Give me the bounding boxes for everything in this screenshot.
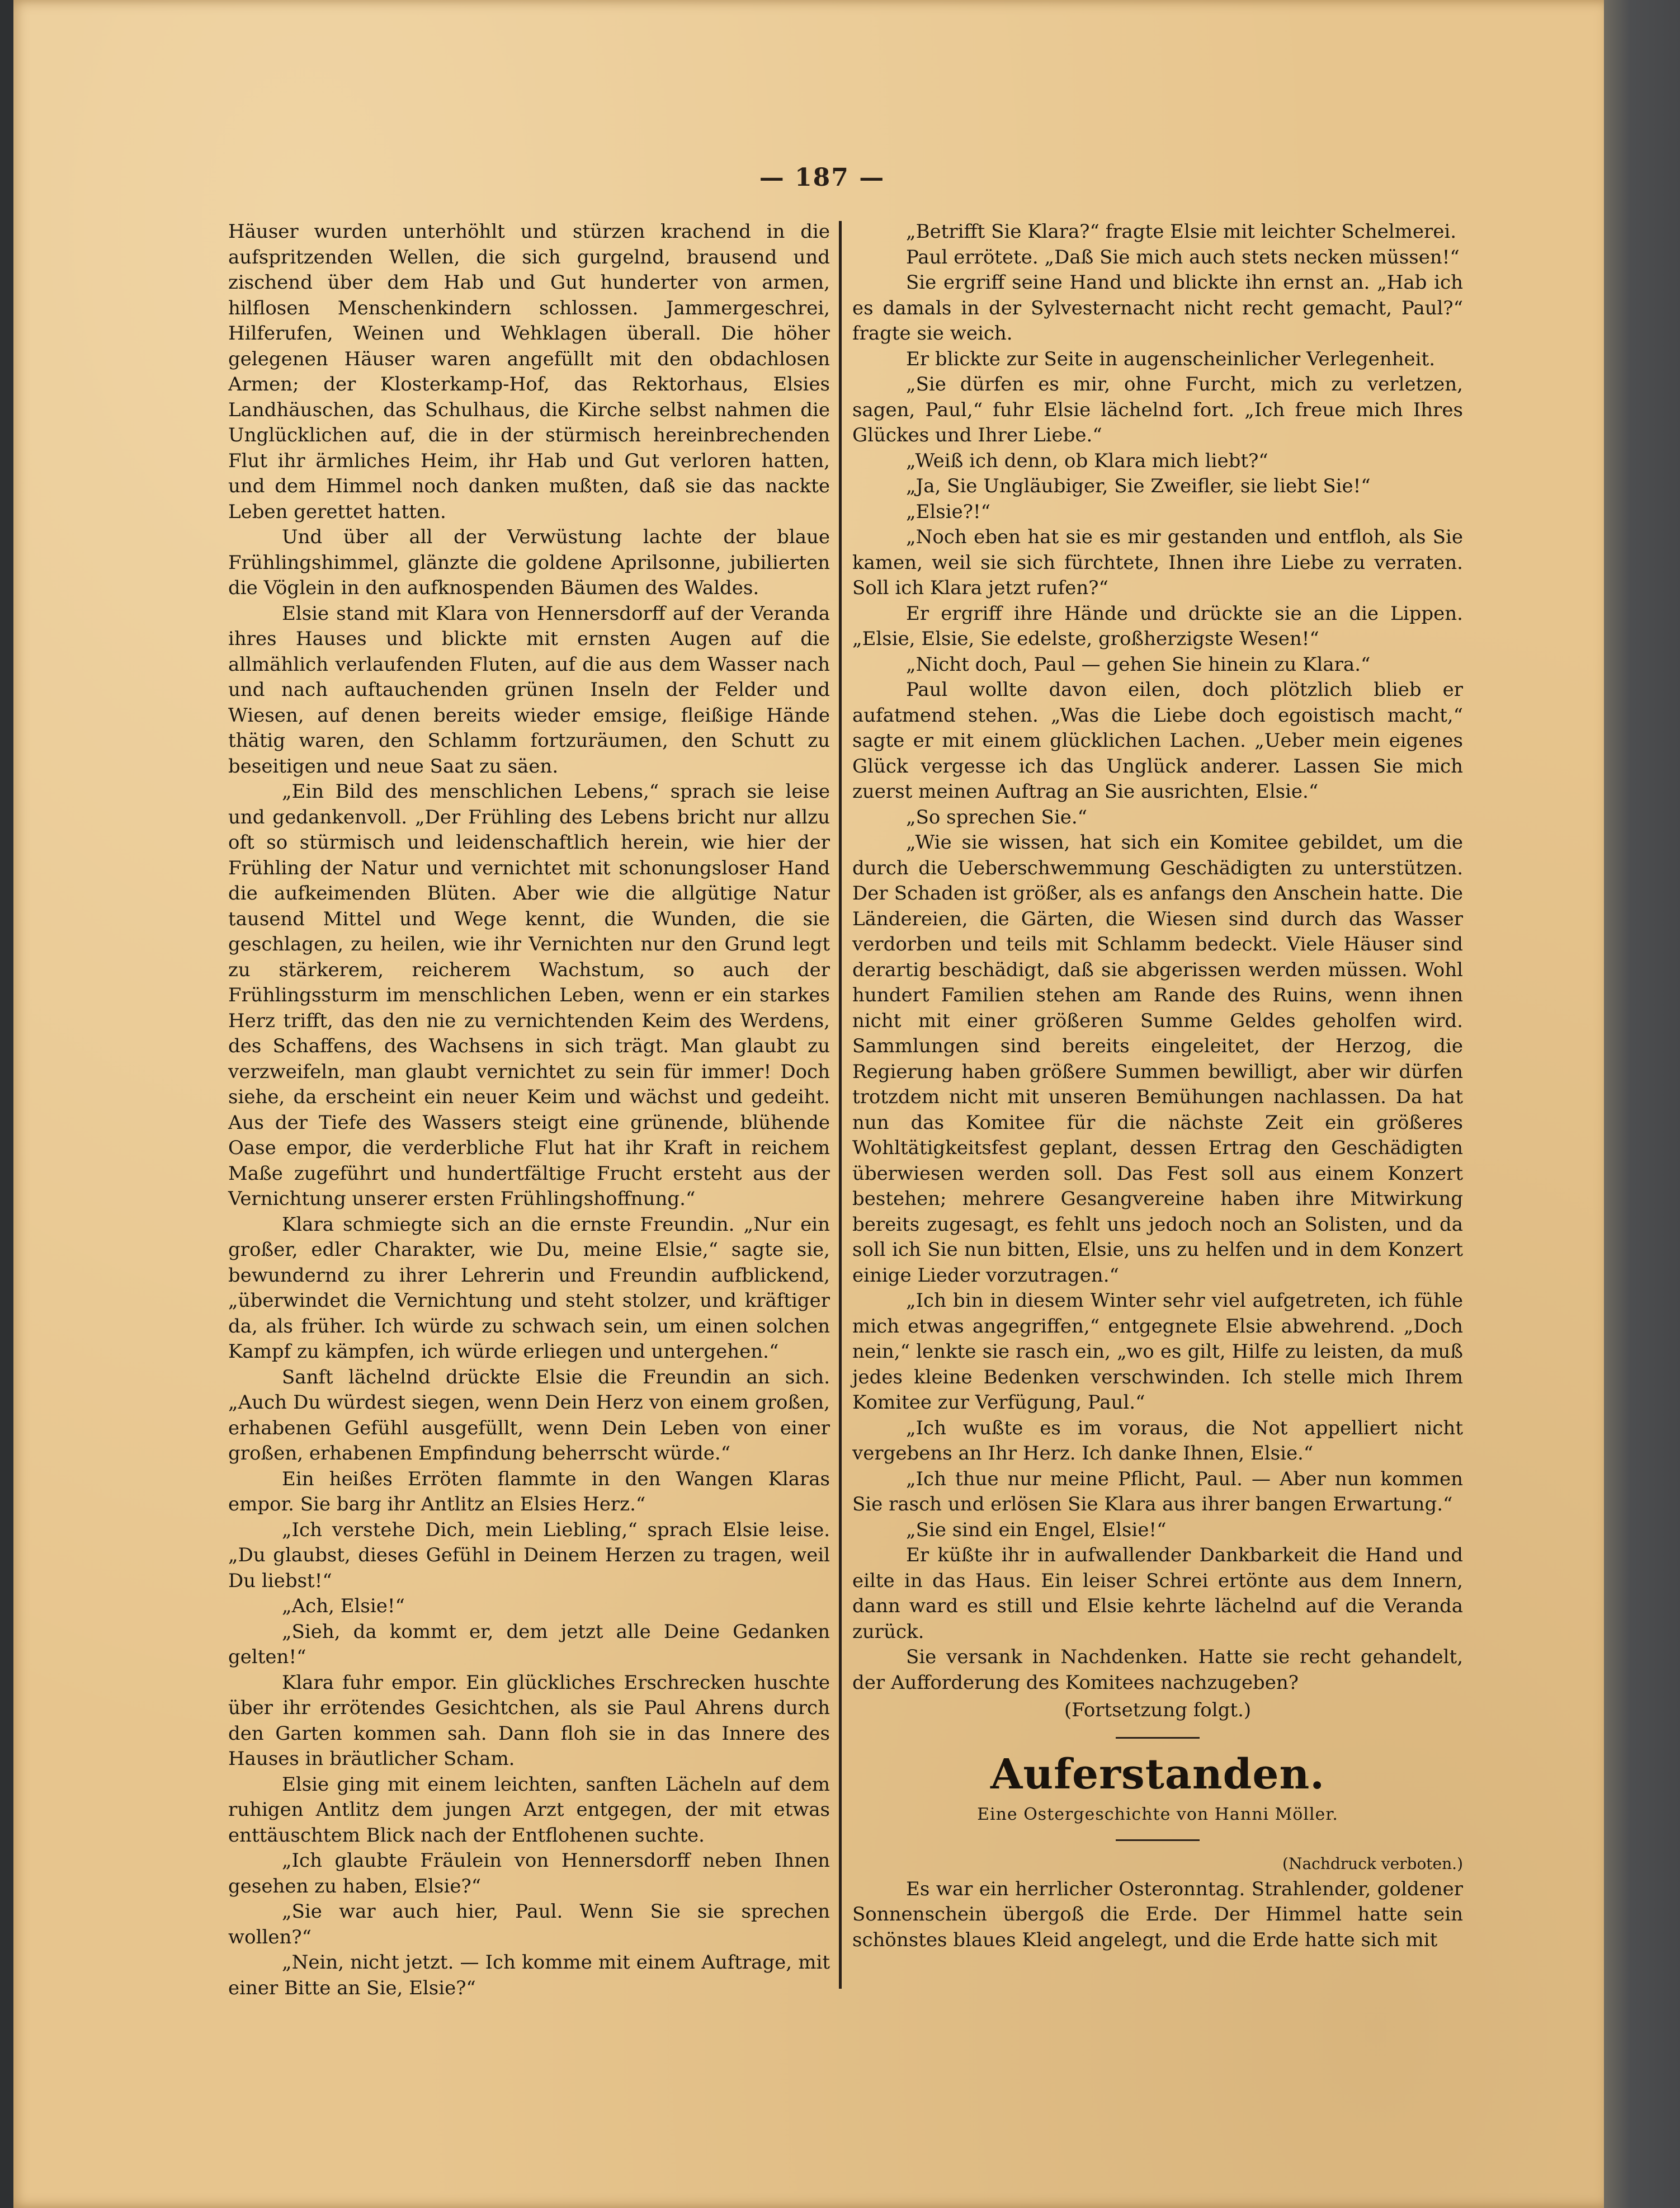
paragraph: Sie ergriff seine Hand und blickte ihn ernst an. „Hab ich es damals in der Sylvesternacht nicht recht gemacht, Paul?“ fragte sie weich. [852, 271, 1463, 345]
paragraph: Paul wollte davon eilen, doch plötzlich blieb er aufatmend stehen. „Was die Liebe doch egoistisch macht,“ sagte er mit einem glücklichen Lachen. „Ueber mein eigenes Glück vergesse ich das Unglück anderer. Lassen Sie mich zuerst meinen Auftrag an Sie ausrichten, Elsie.“ [852, 679, 1463, 803]
story-paragraph: Es war ein herrlicher Osteronntag. Strahlender, goldener Sonnenschein übergoß die Erde. Der Himmel hatte sein schönstes blaues Kleid angelegt, und die Erde hatte sich mit [852, 1877, 1463, 1951]
left-text-column [228, 219, 830, 2001]
paragraph: Er blickte zur Seite in augenscheinlicher Verlegenheit. [906, 347, 1436, 370]
paragraph: „Noch eben hat sie es mir gestanden und entfloh, als Sie kamen, weil sie sich fürchtete, Ihnen ihre Liebe zu verraten. Soll ich Klara jetzt rufen?“ [852, 526, 1463, 599]
paragraph: „Sieh, da kommt er, dem jetzt alle Deine Gedanken gelten!“ [228, 1620, 830, 1668]
continuation-note: (Fortsetzung folgt.) [1064, 1699, 1252, 1721]
paragraph: Sie versank in Nachdenken. Hatte sie recht gehandelt, der Aufforderung des Komitees nachzugeben? [852, 1646, 1463, 1694]
paragraph: „Elsie?!“ [906, 500, 991, 523]
paragraph: „So sprechen Sie.“ [906, 806, 1088, 828]
paragraph: „Ich thue nur meine Pflicht, Paul. — Aber nun kommen Sie rasch und erlösen Sie Klara aus ihrer bangen Erwartung.“ [852, 1467, 1463, 1515]
paragraph: „Sie sind ein Engel, Elsie!“ [906, 1518, 1167, 1541]
paragraph: Ein heißes Erröten flammte in den Wangen Klaras empor. Sie barg ihr Antlitz an Elsies Herz.“ [228, 1467, 830, 1515]
reprint-notice: (Nachdruck verboten.) [1282, 1854, 1463, 1873]
paragraph: Sanft lächelnd drückte Elsie die Freundin an sich. „Auch Du würdest siegen, wenn Dein Herz von einem großen, erhabenen Gefühl ausgefüllt, wenn Dein Leben von einer großen, erhabenen Empfindung beherrscht würde.“ [228, 1366, 830, 1465]
paragraph: „Ach, Elsie!“ [282, 1595, 405, 1617]
paragraph: Elsie stand mit Klara von Hennersdorff auf der Veranda ihres Hauses und blickte mit ernsten Augen auf die allmählich verlaufenden Fluten, auf die aus dem Wasser nach und nach auftauchenden grünen Inseln der Felder und Wiesen, auf denen bereits wieder emsige, fleißige Hände thätig waren, den Schlamm fortzuräumen, den Schutt zu beseitigen und neue Saat zu säen. [228, 602, 830, 778]
section-divider [1116, 1737, 1200, 1739]
paragraph: „Weiß ich denn, ob Klara mich liebt?“ [906, 449, 1268, 472]
paragraph: Er ergriff ihre Hände und drückte sie an die Lippen. „Elsie, Elsie, Sie edelste, großherzigste Wesen!“ [852, 602, 1463, 650]
paragraph: „Nicht doch, Paul — gehen Sie hinein zu Klara.“ [906, 653, 1371, 676]
paragraph: „Sie war auch hier, Paul. Wenn Sie sie sprechen wollen?“ [228, 1900, 830, 1948]
paragraph: „Ich bin in diesem Winter sehr viel aufgetreten, ich fühle mich etwas angegriffen,“ entgegnete Elsie abwehrend. „Doch nein,“ lenkte sie rasch ein, „wo es gilt, Hilfe zu leisten, da muß jedes kleine Bedenken verschwinden. Ich stelle mich Ihrem Komitee zur Verfügung, Paul.“ [852, 1289, 1463, 1414]
paragraph: „Ich wußte es im voraus, die Not appelliert nicht vergebens an Ihr Herz. Ich danke Ihnen, Elsie.“ [852, 1416, 1463, 1465]
story-title: Auferstanden. [990, 1750, 1325, 1799]
paragraph: Paul errötete. „Daß Sie mich auch stets necken müssen!“ [906, 246, 1460, 269]
paragraph: „Sie dürfen es mir, ohne Furcht, mich zu verletzen, sagen, Paul,“ fuhr Elsie lächelnd fort. „Ich freue mich Ihres Glückes und Ihrer Liebe.“ [852, 373, 1463, 446]
title-divider [1116, 1839, 1200, 1841]
paragraph: Klara fuhr empor. Ein glückliches Erschrecken huschte über ihr errötendes Gesichtchen, als sie Paul Ahrens durch den Garten kommen sah. Dann floh sie in das Innere des Hauses in bräutlicher Scham. [228, 1671, 830, 1770]
paragraph: „Ja, Sie Ungläubiger, Sie Zweifler, sie liebt Sie!“ [906, 475, 1371, 497]
story-subtitle: Eine Ostergeschichte von Hanni Möller. [977, 1804, 1338, 1824]
column-divider [839, 221, 842, 1989]
paragraph: Und über all der Verwüstung lachte der blaue Frühlingshimmel, glänzte die goldene Aprilsonne, jubilierten die Vöglein in den aufknospenden Bäumen des Waldes. [228, 526, 830, 599]
paragraph: Er küßte ihr in aufwallender Dankbarkeit die Hand und eilte in das Haus. Ein leiser Schrei ertönte aus dem Innern, dann ward es still und Elsie kehrte lächelnd auf die Veranda zurück. [852, 1544, 1463, 1643]
scan-background-right [1604, 0, 1680, 2208]
paragraph: „Ich verstehe Dich, mein Liebling,“ sprach Elsie leise. „Du glaubst, dieses Gefühl in Deinem Herzen zu tragen, weil Du liebst!“ [228, 1518, 830, 1592]
paragraph: „Nein, nicht jetzt. — Ich komme mit einem Auftrage, mit einer Bitte an Sie, Elsie?“ [228, 1951, 830, 1999]
paragraph: Elsie ging mit einem leichten, sanften Lächeln auf dem ruhigen Antlitz dem jungen Arzt entgegen, der mit etwas enttäuschtem Blick nach der Entflohenen suchte. [228, 1773, 830, 1847]
page-number: — 187 — [759, 163, 885, 192]
paragraph: Häuser wurden unterhöhlt und stürzen krachend in die aufspritzenden Wellen, die sich gurgelnd, brausend und zischend über dem Hab und Gut hunderter von armen, hilflosen Menschenkindern schlossen. Jammergeschrei, Hilferufen, Weinen und Wehklagen überall. Die höher gelegenen Häuser waren angefüllt mit den obdachlosen Armen; der Klosterkamp-Hof, das Rektorhaus, Elsies Landhäuschen, das Schulhaus, die Kirche selbst nahmen die Unglücklichen auf, die in der stürmisch hereinbrechenden Flut ihr ärmliches Heim, ihr Hab und Gut verloren hatten, und dem Himmel noch danken mußten, daß sie das nackte Leben gerettet hatten. [228, 220, 830, 523]
paragraph: Klara schmiegte sich an die ernste Freundin. „Nur ein großer, edler Charakter, wie Du, meine Elsie,“ sagte sie, bewundernd zu ihrer Lehrerin und Freundin aufblickend, „überwindet die Vernichtung und steht stolzer, und kräftiger da, als früher. Ich würde zu schwach sein, um einen solchen Kampf zu kämpfen, ich würde erliegen und untergehen.“ [228, 1213, 830, 1363]
paragraph: „Betrifft Sie Klara?“ fragte Elsie mit leichter Schelmerei. [906, 220, 1457, 243]
right-text-column [852, 219, 1463, 1953]
paragraph: „Wie sie wissen, hat sich ein Komitee gebildet, um die durch die Ueberschwemmung Geschädigten zu unterstützen. Der Schaden ist größer, als es anfangs den Anschein hatte. Die Ländereien, die Gärten, die Wiesen sind durch das Wasser verdorben und teils mit Schlamm bedeckt. Viele Häuser sind derartig beschädigt, daß sie abgerissen werden müssen. Wohl hundert Familien stehen am Rande des Ruins, wenn ihnen nicht mit einer größeren Summe Geldes geholfen wird. Sammlungen sind bereits eingeleitet, der Herzog, die Regierung haben größere Summen bewilligt, aber wir dürfen trotzdem nicht mit unseren Bemühungen nachlassen. Da hat nun das Komitee für die nächste Zeit ein größeres Wohltätigkeitsfest geplant, dessen Ertrag den Geschädigten überwiesen werden soll. Das Fest soll aus einem Konzert bestehen; mehrere Gesangvereine haben ihre Mitwirkung bereits zugesagt, es fehlt uns jedoch noch an Solisten, und da soll ich Sie nun bitten, Elsie, uns zu helfen und in dem Konzert einige Lieder vorzutragen.“ [852, 831, 1463, 1287]
paragraph: „Ich glaubte Fräulein von Hennersdorff neben Ihnen gesehen zu haben, Elsie?“ [228, 1849, 830, 1898]
paragraph: „Ein Bild des menschlichen Lebens,“ sprach sie leise und gedankenvoll. „Der Frühling des Lebens bricht nur allzu oft so stürmisch und leidenschaftlich herein, wie hier der Frühling der Natur und vernichtet mit schonungsloser Hand die aufkeimenden Blüten. Aber wie die allgütige Natur tausend Mittel und Wege kennt, die Wunden, die sie geschlagen, zu heilen, wie ihr Vernichten nur den Grund legt zu stärkerem, reicherem Wachstum, so auch der Frühlingssturm im menschlichen Leben, wenn er ein starkes Herz trifft, das den nie zu vernichtenden Keim des Werdens, des Schaffens, des Wachsens in sich trägt. Man glaubt zu verzweifeln, man glaubt vernichtet zu sein für immer! Doch siehe, da erscheint ein neuer Keim und wächst und gedeiht. Aus der Tiefe des Wassers steigt eine grünende, blühende Oase empor, die verderbliche Flut hat ihr Kraft in reichem Maße zugeführt und hundertfältige Frucht ersteht aus der Vernichtung unserer ersten Frühlingshoffnung.“ [228, 780, 830, 1210]
